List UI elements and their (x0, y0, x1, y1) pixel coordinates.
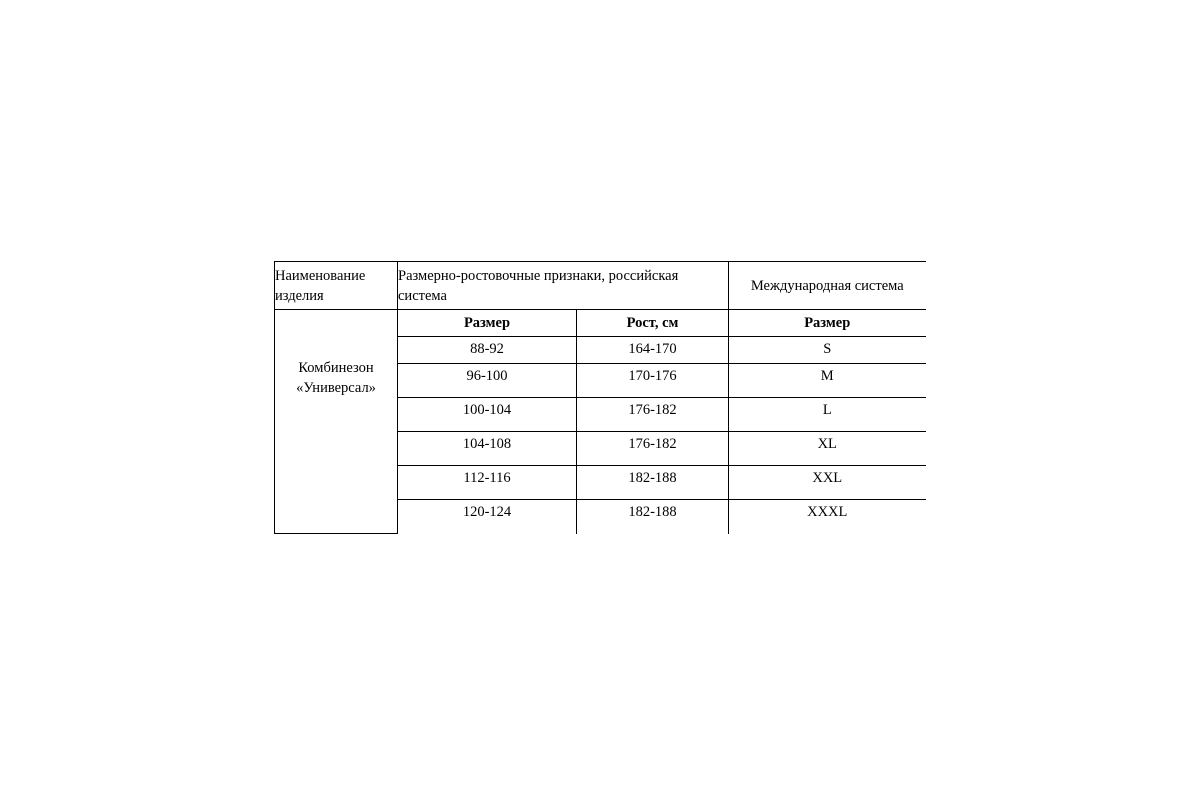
row-size: 112-116 (398, 466, 577, 500)
row-intl-size: M (729, 364, 926, 398)
subheader-height: Рост, см (577, 310, 729, 337)
size-chart-table (274, 261, 926, 534)
row-intl-size: L (729, 398, 926, 432)
row-height: 182-188 (577, 466, 729, 500)
row-size: 120-124 (398, 500, 577, 534)
row-intl-size: S (729, 337, 926, 364)
table-subheader-row (275, 310, 926, 337)
header-international-system: Международная система (729, 262, 926, 310)
row-intl-size: XXXL (729, 500, 926, 534)
header-product-name: Наименование изделия (275, 262, 398, 310)
product-name-cell: Комбинезон «Универсал» (275, 310, 398, 534)
row-size: 100-104 (398, 398, 577, 432)
row-intl-size: XXL (729, 466, 926, 500)
row-height: 182-188 (577, 500, 729, 534)
row-height: 170-176 (577, 364, 729, 398)
row-height: 176-182 (577, 432, 729, 466)
row-height: 176-182 (577, 398, 729, 432)
row-intl-size: XL (729, 432, 926, 466)
subheader-intl-size: Размер (729, 310, 926, 337)
row-height: 164-170 (577, 337, 729, 364)
row-size: 88-92 (398, 337, 577, 364)
row-size: 96-100 (398, 364, 577, 398)
row-size: 104-108 (398, 432, 577, 466)
header-russian-system: Размерно-ростовочные признаки, российская система (398, 262, 729, 310)
subheader-size: Размер (398, 310, 577, 337)
table-header-row (275, 262, 926, 310)
